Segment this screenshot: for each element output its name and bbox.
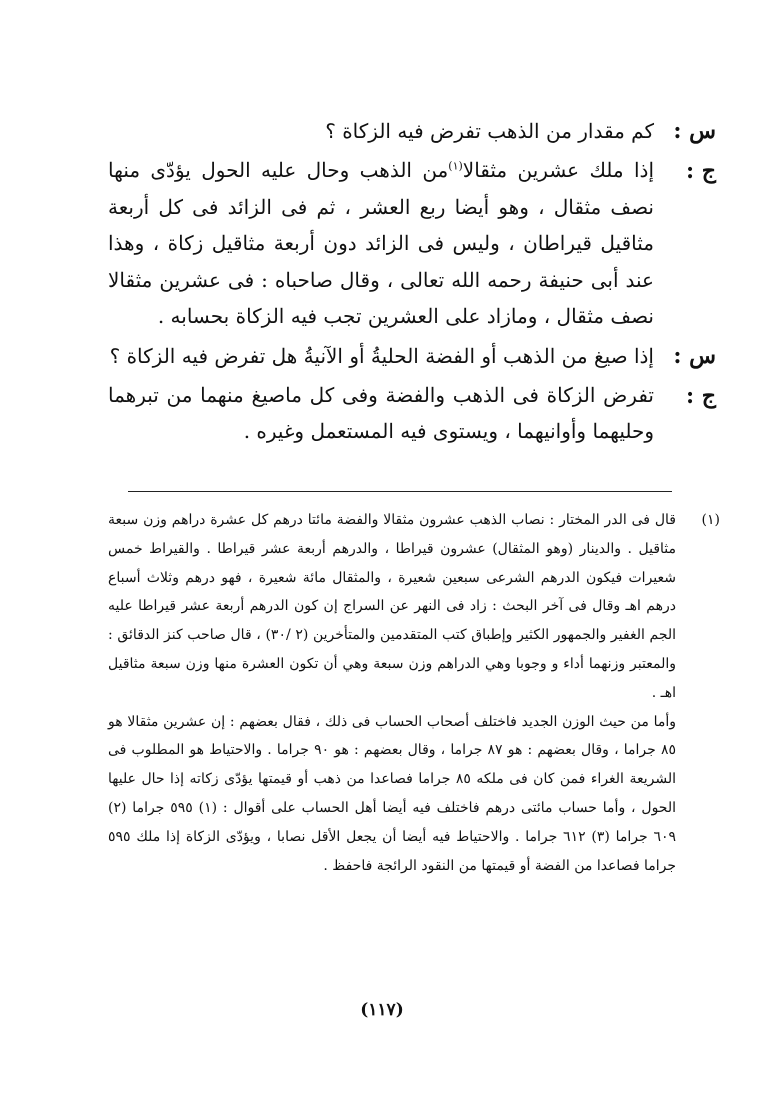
question-text: إذا صيغ من الذهب أو الفضة الحليةُ أو الآنيةُ هل تفرض فيه الزكاة ؟: [109, 343, 654, 368]
answer-text-part2: من الذهب وحال عليه الحول يؤدّى منها نصف مثقال ، وهو أيضا ربع العشر ، ثم فى الزائد فى كل أربعة مثاقيل قيراطان ، وليس فى الزائد دون أربعة مثاقيل زكاة ، وهذا عند أبى حنيفة رحمه الله تعالى ، وقال صاحباه : فى عشرين مثقالا نصف مثقال ، ومازاد على العشرين تجب فيه الزكاة بحسابه .: [108, 158, 654, 328]
footnotes: [108, 506, 720, 880]
page-number: (١١٧): [360, 1000, 404, 1020]
answer-gold-nisab: [108, 152, 716, 335]
footnote-paragraph-2: وأما من حيث الوزن الجديد فاختلف أصحاب الحساب فى ذلك ، فقال بعضهم : إن عشرين مثقالا هو ٨٥ جراما ، وقال بعضهم : هو ٨٧ جراما ، وقال بعضهم : هو ٩٠ جراما . والاحتياط هو المطلوب فى الشريعة الغراء فمن كان فى ملكه ٨٥ جراما فصاعدا من ذهب أو قيمتها يؤدّى زكاته إذا حال عليها الحول ، وأما حساب مائتى درهم فاختلف فيه أيضا أهل الحساب على أقوال : (١) ٥٩٥ جراما (٢) ٦٠٩ جراما (٣) ٦١٢ جراما . والاحتياط فيه أيضا أن يجعل الأقل نصابا ، ويؤدّى الزكاة إذا ملك ٥٩٥ جراما فصاعدا من الفضة أو قيمتها من النقود الرائجة فاحفظ .: [108, 713, 677, 874]
question-text: كم مقدار من الذهب تفرض فيه الزكاة ؟: [325, 119, 654, 143]
answer-marker: ج :: [686, 158, 716, 184]
answer-jewelry: [108, 377, 716, 450]
question-jewelry: [108, 337, 716, 375]
answer-marker: ج :: [686, 382, 716, 409]
footnote-marker: (١): [701, 512, 720, 528]
answer-text: [108, 152, 654, 335]
footnote-1: [108, 506, 720, 880]
answer-text-part1: إذا ملك عشرين مثقالا: [462, 158, 654, 182]
question-marker: س :: [673, 342, 716, 369]
footnote-reference[interactable]: (١): [448, 159, 463, 173]
answer-text: تفرض الزكاة فى الذهب والفضة وفى كل ماصيغ منهما من تبرهما وحليهما وأوانيهما ، ويستوى فيه المستعمل وغيره .: [108, 382, 654, 443]
main-text: [108, 112, 716, 452]
footnote-separator: [128, 491, 672, 492]
footnote-paragraph-1: قال فى الدر المختار : نصاب الذهب عشرون مثقالا والفضة مائتا درهم كل عشرة دراهم وزن سبعة مثاقيل . والدينار (وهو المثقال) عشرون قيراطا ، والدرهم أربعة عشر قيراطا . والقيراط خمس شعيرات فيكون الدرهم الشرعى سبعين شعيرة ، والمثقال مائة شعيرة ، فهو درهم وثلاث أسباع درهم اهـ وقال فى آخر البحث : زاد فى النهر عن السراج إن كون الدرهم أربعة عشر قيراطا عليه الجم الغفير والجمهور الكثير وإطباق كتب المتقدمين والمتأخرين (٢ /٣٠) ، قال صاحب كنز الدقائق : والمعتبر وزنهما أداء و وجوبا وهي الدراهم وزن سبعة وهي أن تكون العشرة منها وزن سبعة مثاقيل اهـ .: [108, 512, 677, 701]
question-gold-nisab: [108, 112, 716, 150]
question-marker: س :: [673, 118, 716, 144]
